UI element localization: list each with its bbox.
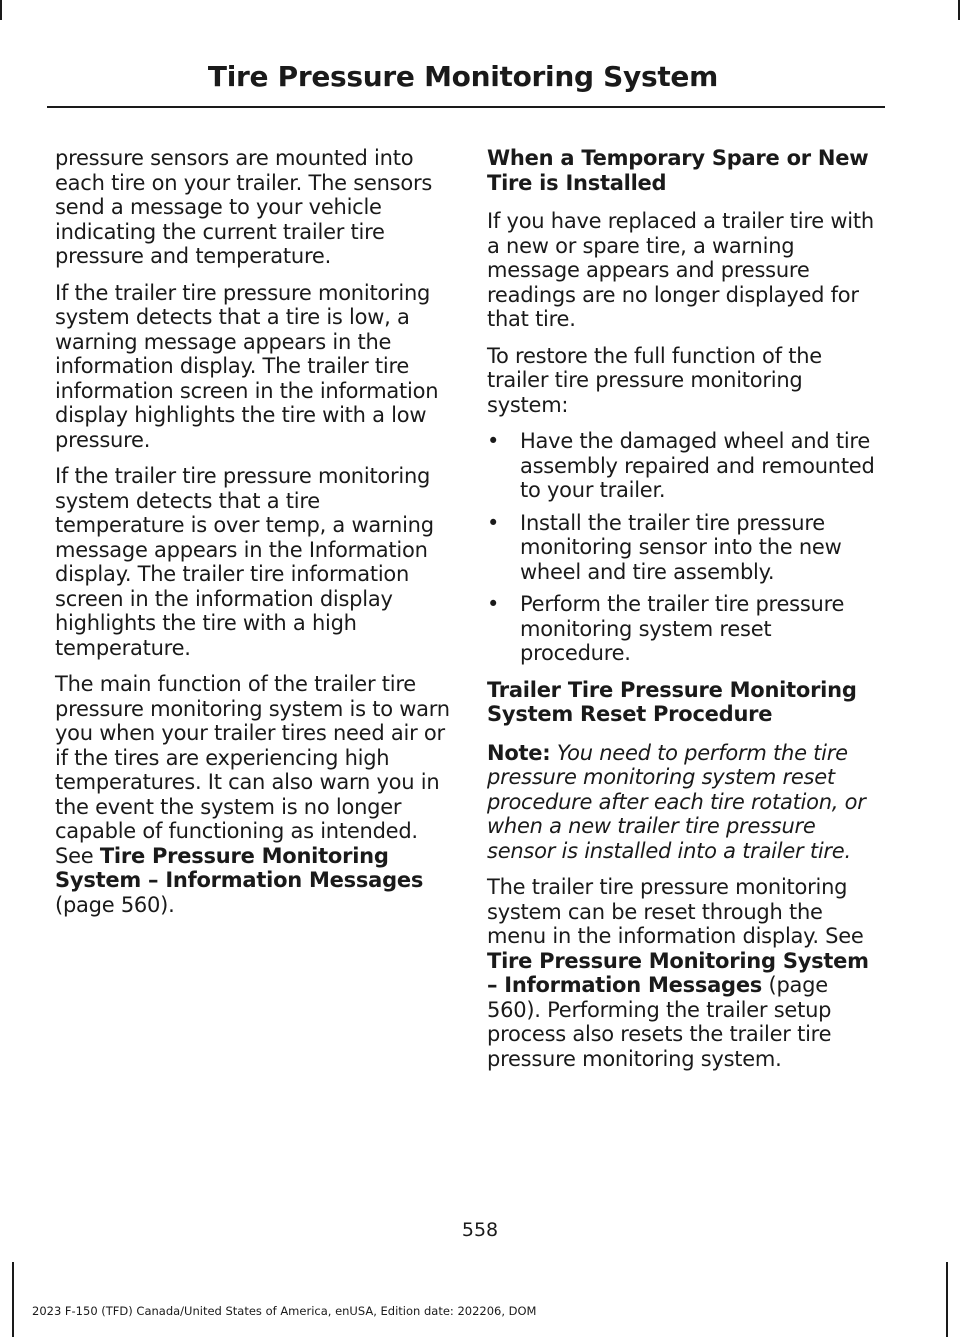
cross-reference-link[interactable]: Tire Pressure Monitoring System – Information Messages [55, 843, 424, 892]
section-heading: When a Temporary Spare or New Tire is Installed [487, 146, 869, 195]
note [487, 741, 885, 864]
page-header-title: Tire Pressure Monitoring System [207, 60, 718, 93]
paragraph: If the trailer tire pressure monitoring system detects that a tire is low, a warning message appears in the information display. The trailer tire information screen in the information display highlights the tire with a low pressure. [55, 280, 439, 452]
page-number: 558 [461, 1219, 499, 1241]
paragraph: If the trailer tire pressure monitoring system detects that a tire temperature is over temp, a warning message appears in the Information display. The trailer tire information screen in the information display highlights the tire with a high temperature. [55, 464, 434, 660]
paragraph: pressure sensors are mounted into each tire on your trailer. The sensors send a message to your vehicle indicating the current trailer tire pressure and temperature. [55, 146, 433, 268]
section-heading: Trailer Tire Pressure Monitoring System Reset Procedure [487, 677, 857, 726]
paragraph [487, 875, 885, 1071]
paragraph-text: The trailer tire pressure monitoring system can be reset through the menu in the information display. See [487, 875, 864, 948]
cross-reference-link[interactable]: Tire Pressure Monitoring System – Information Messages [487, 948, 869, 997]
header-divider [47, 106, 885, 108]
page-reference: (page 560). [55, 892, 175, 917]
paragraph [55, 672, 453, 917]
page-reference: (page 560). Performing the trailer setup process also resets the trailer tire pressure monitoring system. [487, 973, 832, 1071]
paragraph: If you have replaced a trailer tire with a new or spare tire, a warning message appears and pressure readings are no longer displayed for that tire. [487, 209, 874, 331]
right-column [487, 146, 885, 1083]
paragraph-text: The main function of the trailer tire pressure monitoring system is to warn you when your trailer tires need air or if the tires are experiencing high temperatures. It can also warn you in the event the system is no longer capable of functioning as intended. See [55, 672, 450, 868]
list-item: • Perform the trailer tire pressure monitoring system reset procedure. [487, 592, 885, 666]
list-item: • Install the trailer tire pressure monitoring sensor into the new wheel and tire assembly. [487, 511, 885, 585]
list-item: • Have the damaged wheel and tire assembly repaired and remounted to your trailer. [487, 429, 885, 503]
crop-mark-bottom-right [946, 1262, 948, 1337]
left-column [55, 146, 453, 929]
note-text: You need to perform the tire pressure monitoring system reset procedure after each tire rotation, or when a new trailer tire pressure sensor is installed into a trailer tire. [487, 740, 866, 863]
footer-edition-info: 2023 F-150 (TFD) Canada/United States of America, enUSA, Edition date: 202206, DOM [32, 1304, 537, 1318]
bullet-list [487, 429, 885, 666]
paragraph: To restore the full function of the trailer tire pressure monitoring system: [487, 343, 822, 417]
crop-mark-bottom-left [12, 1262, 14, 1337]
note-label: Note: [487, 740, 551, 765]
crop-mark-top-left [0, 0, 2, 20]
